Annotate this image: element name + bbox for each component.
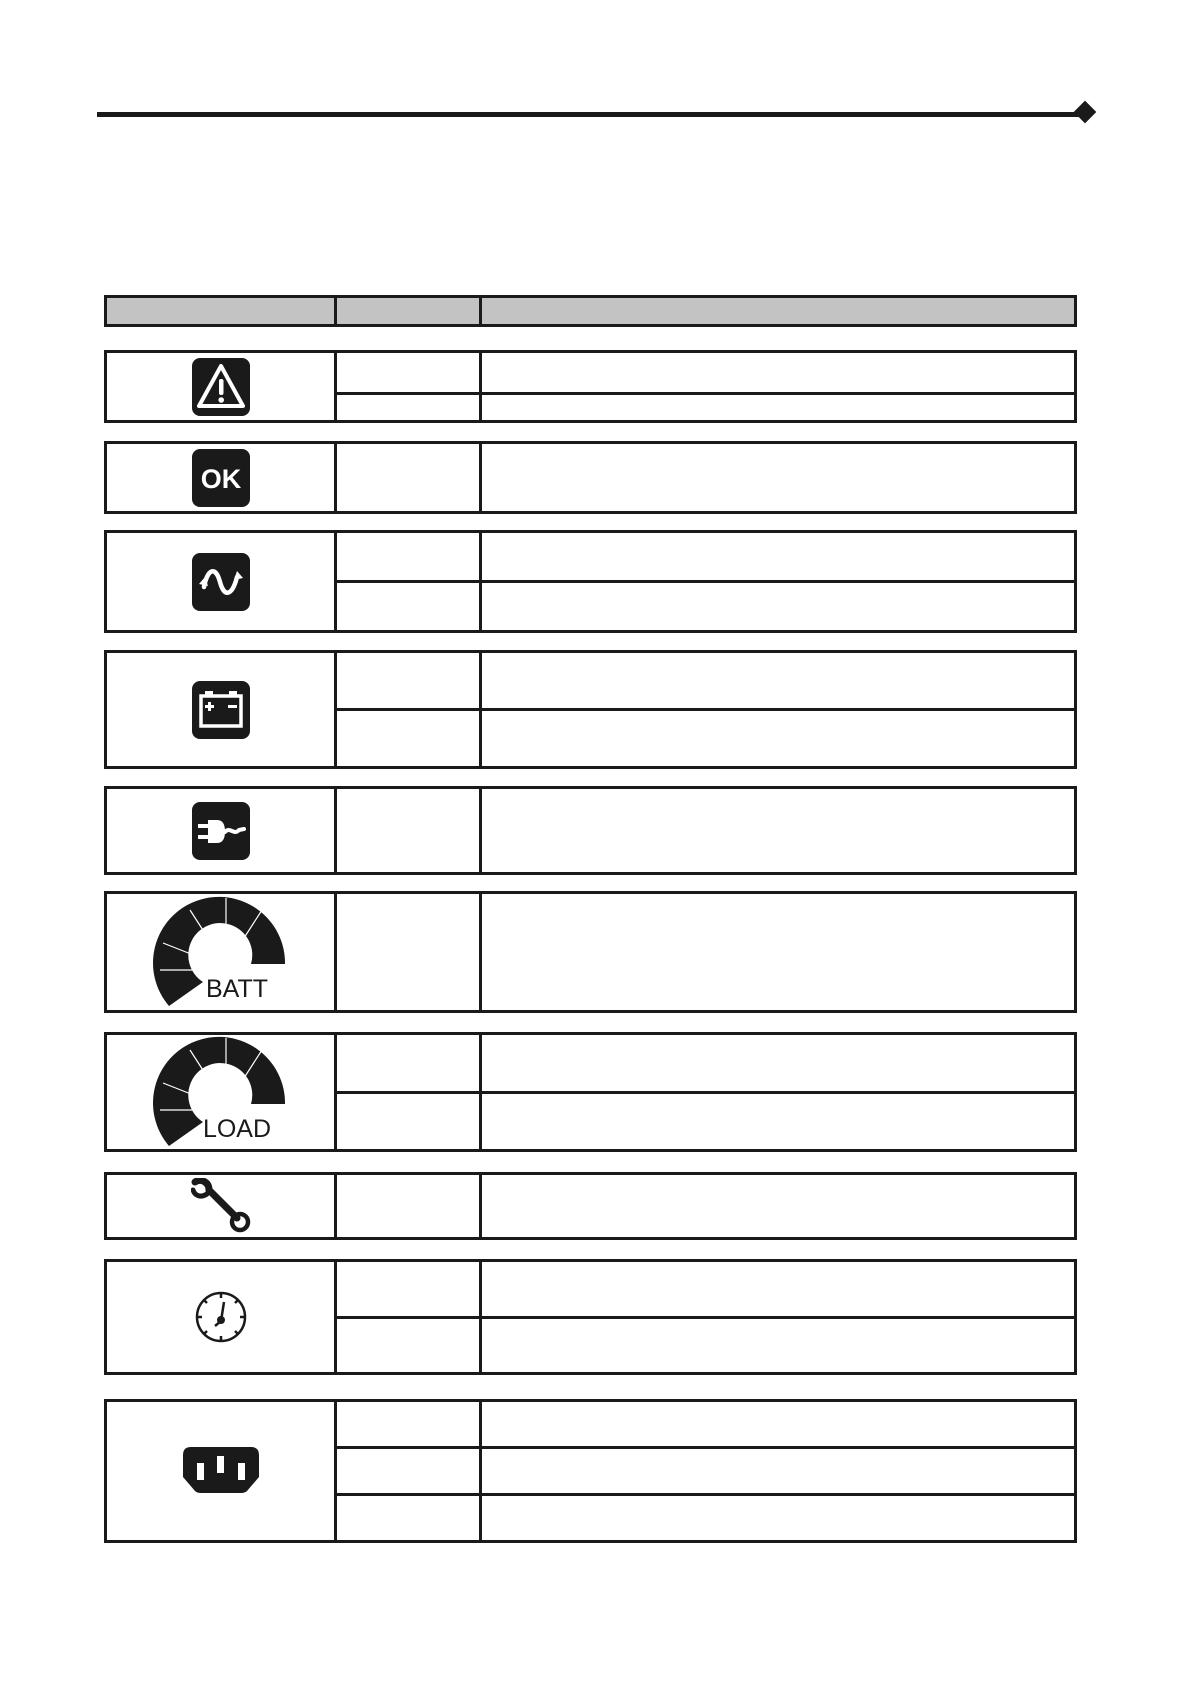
battery-gauge-icon bbox=[151, 896, 291, 1008]
icon-cell bbox=[106, 1174, 336, 1239]
state-cell bbox=[336, 1093, 481, 1151]
icon-cell bbox=[106, 1401, 336, 1542]
description-cell bbox=[481, 1401, 1076, 1448]
state-cell bbox=[336, 1318, 481, 1374]
description-cell bbox=[481, 1261, 1076, 1318]
icon-cell bbox=[106, 893, 336, 1012]
description-cell bbox=[481, 443, 1076, 513]
description-cell bbox=[481, 652, 1076, 710]
description-cell bbox=[481, 582, 1076, 632]
description-cell bbox=[481, 1448, 1076, 1495]
load-gauge-icon bbox=[151, 1036, 291, 1148]
table-row bbox=[104, 786, 1077, 875]
battery-icon bbox=[192, 681, 250, 739]
ac-input-sine-icon bbox=[192, 553, 250, 611]
icon-cell bbox=[106, 532, 336, 632]
icon-cell bbox=[106, 1261, 336, 1374]
state-cell bbox=[336, 582, 481, 632]
description-cell bbox=[481, 710, 1076, 768]
header-cell-description bbox=[481, 297, 1076, 326]
top-rule-diamond bbox=[1074, 101, 1097, 124]
icon-cell bbox=[106, 788, 336, 874]
table-row bbox=[104, 350, 1077, 423]
icon-cell bbox=[106, 352, 336, 422]
description-cell bbox=[481, 1495, 1076, 1542]
table-row bbox=[104, 1032, 1077, 1152]
state-cell bbox=[336, 1261, 481, 1318]
state-cell bbox=[336, 352, 481, 394]
description-cell bbox=[481, 352, 1076, 394]
table-header bbox=[104, 295, 1077, 327]
description-cell bbox=[481, 1318, 1076, 1374]
load-gauge-label: LOAD bbox=[202, 1115, 271, 1143]
outlet-icon bbox=[183, 1447, 259, 1495]
description-cell bbox=[481, 1093, 1076, 1151]
state-cell bbox=[336, 1495, 481, 1542]
table-row bbox=[104, 1399, 1077, 1543]
table-row bbox=[104, 1172, 1077, 1240]
icon-cell bbox=[106, 443, 336, 513]
state-cell bbox=[336, 1448, 481, 1495]
table-row bbox=[104, 650, 1077, 769]
state-cell bbox=[336, 1174, 481, 1239]
wrench-icon bbox=[191, 1178, 251, 1234]
timer-icon bbox=[193, 1289, 249, 1345]
ok-icon-label: OK bbox=[200, 463, 241, 494]
table-row bbox=[104, 441, 1077, 514]
description-cell bbox=[481, 1174, 1076, 1239]
state-cell bbox=[336, 788, 481, 874]
table-row bbox=[104, 1259, 1077, 1375]
description-cell bbox=[481, 788, 1076, 874]
top-rule bbox=[97, 112, 1082, 117]
table-row bbox=[104, 530, 1077, 633]
description-cell bbox=[481, 893, 1076, 1012]
plug-icon bbox=[192, 802, 250, 860]
state-cell bbox=[336, 443, 481, 513]
description-cell bbox=[481, 1034, 1076, 1093]
table-row bbox=[104, 891, 1077, 1013]
icon-cell bbox=[106, 1034, 336, 1151]
header-cell-icon bbox=[106, 297, 336, 326]
warning-icon bbox=[192, 358, 250, 416]
state-cell bbox=[336, 710, 481, 768]
description-cell bbox=[481, 532, 1076, 582]
state-cell bbox=[336, 1401, 481, 1448]
header-cell-state bbox=[336, 297, 481, 326]
state-cell bbox=[336, 652, 481, 710]
state-cell bbox=[336, 532, 481, 582]
state-cell bbox=[336, 893, 481, 1012]
state-cell bbox=[336, 394, 481, 422]
description-cell bbox=[481, 394, 1076, 422]
state-cell bbox=[336, 1034, 481, 1093]
ok-icon bbox=[192, 449, 250, 507]
battery-gauge-label: BATT bbox=[205, 975, 268, 1003]
icon-cell bbox=[106, 652, 336, 768]
